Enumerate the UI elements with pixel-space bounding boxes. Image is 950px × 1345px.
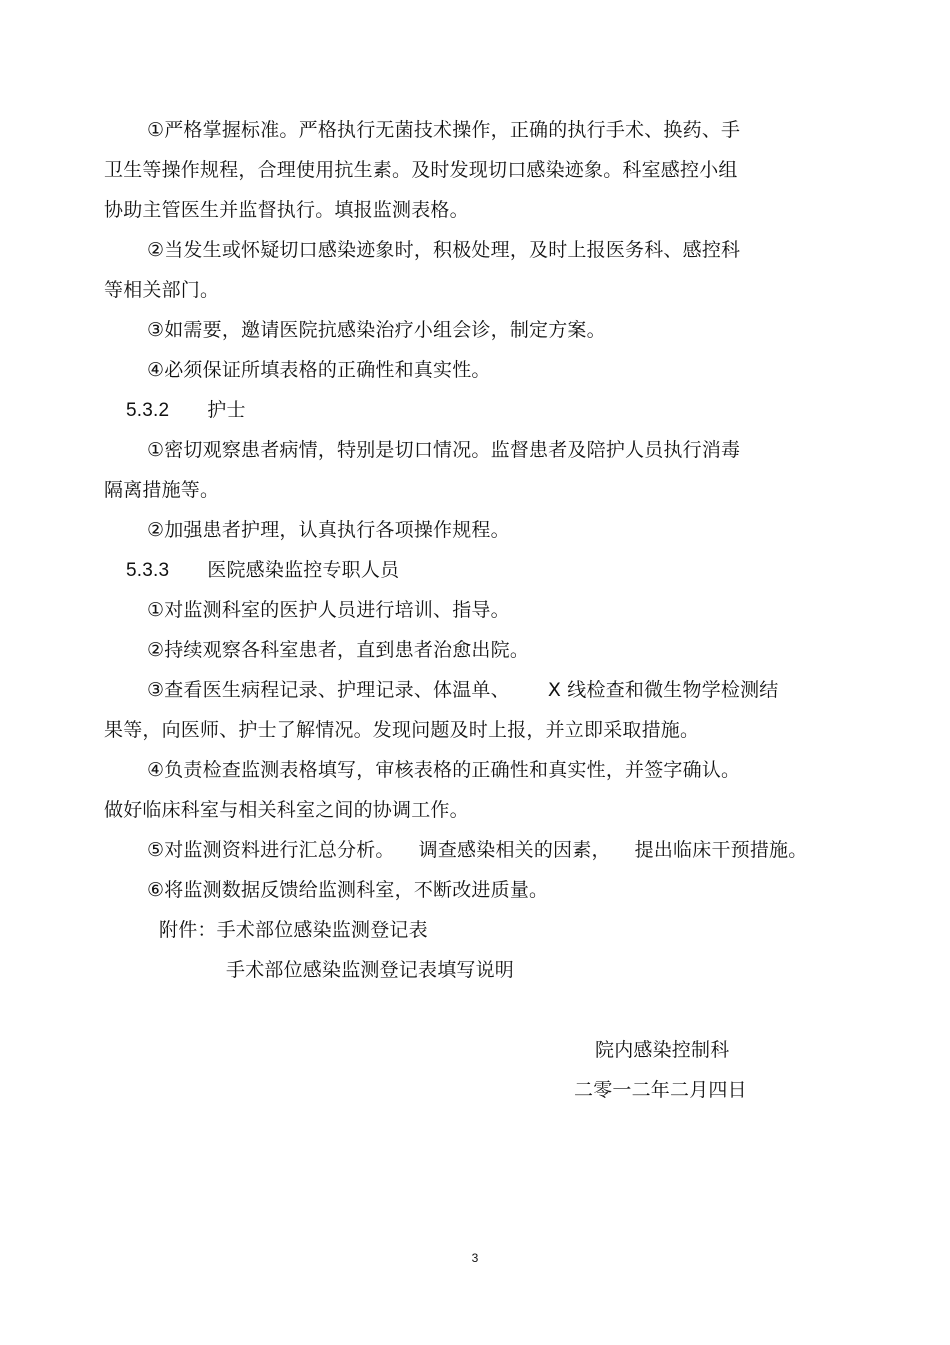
staff-item-3-line-1 <box>147 677 779 703</box>
para-1-line-2: 卫生等操作规程，合理使用抗生素。及时发现切口感染迹象。科室感控小组 <box>104 159 738 181</box>
staff-item-4-line-1: ④负责检查监测表格填写，审核表格的正确性和真实性，并签字确认。 <box>147 759 741 781</box>
nurse-item-1-line-1: ①密切观察患者病情，特别是切口情况。监督患者及陪护人员执行消毒 <box>147 439 741 461</box>
staff-item-3-part-1: ③查看医生病程记录、护理记录、体温单、 <box>147 679 510 701</box>
staff-item-1: ①对监测科室的医护人员进行培训、指导。 <box>147 599 510 621</box>
section-533-heading <box>126 557 399 584</box>
staff-item-5-part-1: ⑤对监测资料进行汇总分析。 <box>147 839 395 861</box>
nurse-item-2-line-1: ②加强患者护理，认真执行各项操作规程。 <box>147 519 510 541</box>
staff-item-3-part-2: X 线检查和微生物学检测结 <box>547 679 779 701</box>
section-533-title: 医院感染监控专职人员 <box>207 559 400 581</box>
section-532-title: 护士 <box>207 399 246 421</box>
para-1-line-3: 协助主管医生并监督执行。填报监测表格。 <box>104 199 469 221</box>
para-2-line-1: ②当发生或怀疑切口感染迹象时，积极处理，及时上报医务科、感控科 <box>147 239 741 261</box>
staff-item-5-line-1 <box>147 837 807 863</box>
attachment-second: 手术部位感染监测登记表填写说明 <box>226 959 515 981</box>
staff-item-5-part-2: 调查感染相关的因素， <box>418 839 611 861</box>
staff-item-2: ②持续观察各科室患者，直到患者治愈出院。 <box>147 639 530 661</box>
para-4-line-1: ④必须保证所填表格的正确性和真实性。 <box>147 359 491 381</box>
section-532-number: 5.3.2 <box>126 400 170 421</box>
para-2-line-2: 等相关部门。 <box>104 279 220 301</box>
section-533-number: 5.3.3 <box>126 560 170 581</box>
nurse-item-1-line-2: 隔离措施等。 <box>104 479 220 501</box>
para-1-line-1: ①严格掌握标准。严格执行无菌技术操作，正确的执行手术、换药、手 <box>147 119 741 141</box>
staff-item-6: ⑥将监测数据反馈给监测科室，不断改进质量。 <box>147 879 549 901</box>
attachment-label-line: 附件：手术部位感染监测登记表 <box>159 919 428 941</box>
staff-item-4-line-2: 做好临床科室与相关科室之间的协调工作。 <box>104 799 469 821</box>
signature-department: 院内感染控制科 <box>595 1039 730 1061</box>
para-3-line-1: ③如需要，邀请医院抗感染治疗小组会诊，制定方案。 <box>147 319 606 341</box>
staff-item-5-part-3: 提出临床干预措施。 <box>634 839 808 861</box>
staff-item-3-line-2: 果等，向医师、护士了解情况。发现问题及时上报，并立即采取措施。 <box>104 719 700 741</box>
signature-date: 二零一二年二月四日 <box>574 1079 747 1101</box>
page-number: 3 <box>471 1251 479 1265</box>
section-532-heading <box>126 397 246 424</box>
